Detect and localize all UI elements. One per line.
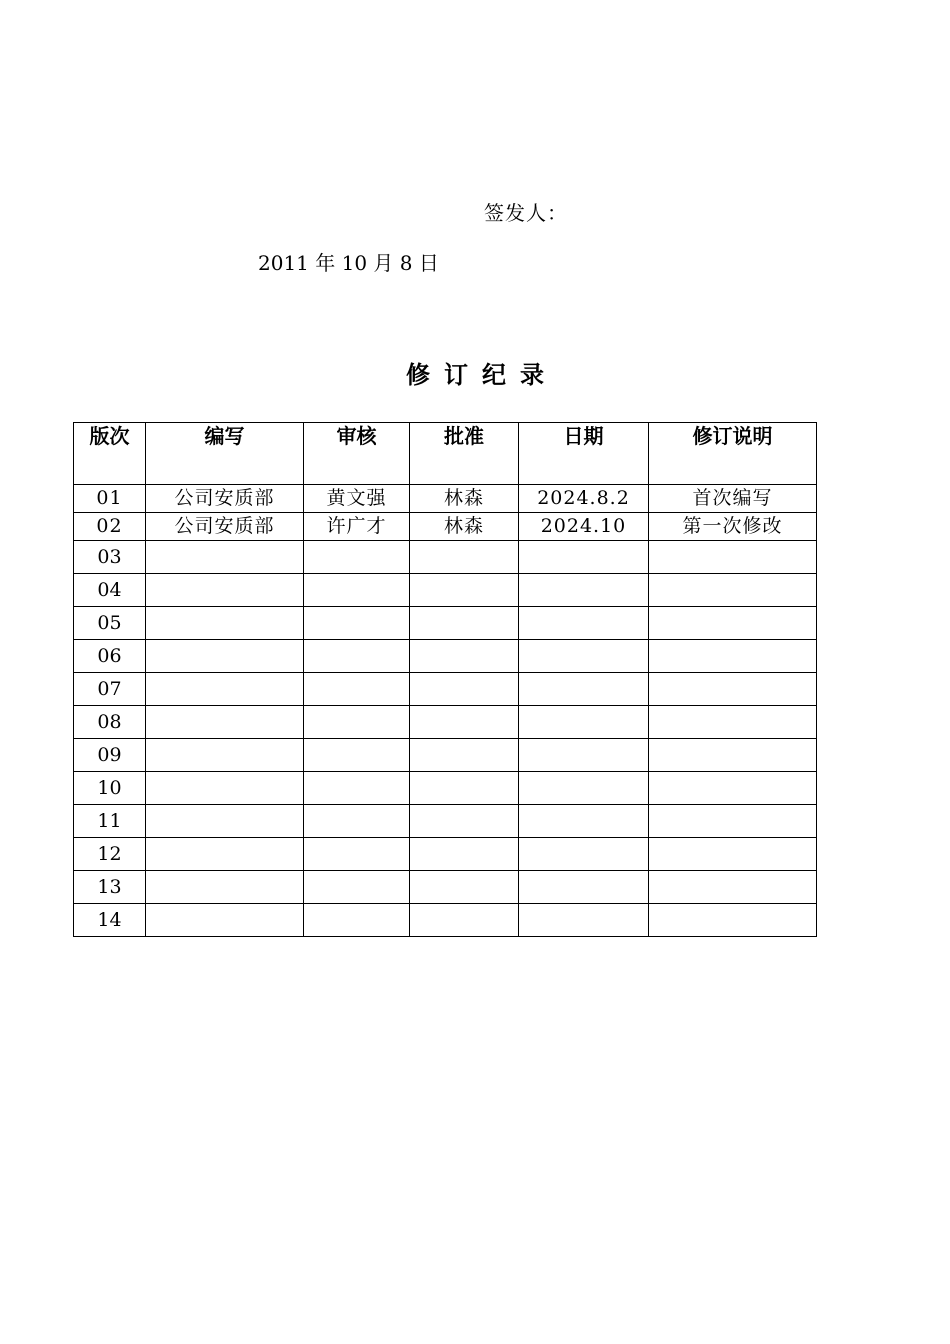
author-cell [146, 541, 304, 574]
reviewer-cell [304, 574, 410, 607]
author-cell [146, 673, 304, 706]
date-cell [519, 673, 649, 706]
author-cell [146, 838, 304, 871]
table-row [74, 513, 817, 541]
table-row [74, 640, 817, 673]
approver-cell [410, 640, 519, 673]
reviewer-cell [304, 739, 410, 772]
version-cell: 04 [74, 574, 146, 607]
description-cell [649, 904, 817, 937]
author-cell [146, 772, 304, 805]
version-cell: 06 [74, 640, 146, 673]
signer-label: 签发人： [484, 201, 568, 225]
approver-cell [410, 871, 519, 904]
description-cell [649, 541, 817, 574]
author-cell [146, 739, 304, 772]
approver-cell [410, 838, 519, 871]
column-header-reviewer: 审核 [304, 423, 410, 485]
date-cell: 2024.10 [519, 513, 649, 541]
table-row [74, 805, 817, 838]
table-header-row [74, 423, 817, 485]
date-cell: 2024.8.2 [519, 485, 649, 513]
description-cell [649, 805, 817, 838]
column-header-approver: 批准 [410, 423, 519, 485]
description-cell: 第一次修改 [649, 513, 817, 541]
description-cell: 首次编写 [649, 485, 817, 513]
author-cell [146, 574, 304, 607]
date-cell [519, 904, 649, 937]
date-cell [519, 541, 649, 574]
column-header-version: 版次 [74, 423, 146, 485]
date-cell [519, 706, 649, 739]
description-cell [649, 871, 817, 904]
revision-table [73, 422, 817, 937]
description-cell [649, 607, 817, 640]
approver-cell [410, 607, 519, 640]
description-cell [649, 772, 817, 805]
table-row [74, 772, 817, 805]
version-cell: 02 [74, 513, 146, 541]
description-cell [649, 706, 817, 739]
reviewer-cell [304, 805, 410, 838]
author-cell: 公司安质部 [146, 513, 304, 541]
approver-cell [410, 574, 519, 607]
revision-table-body [74, 485, 817, 937]
version-cell: 11 [74, 805, 146, 838]
reviewer-cell: 许广才 [304, 513, 410, 541]
reviewer-cell: 黄文强 [304, 485, 410, 513]
table-row [74, 838, 817, 871]
column-header-description: 修订说明 [649, 423, 817, 485]
reviewer-cell [304, 541, 410, 574]
table-row [74, 607, 817, 640]
version-cell: 13 [74, 871, 146, 904]
approver-cell [410, 706, 519, 739]
approver-cell: 林森 [410, 513, 519, 541]
description-cell [649, 574, 817, 607]
author-cell [146, 640, 304, 673]
description-cell [649, 640, 817, 673]
date-cell [519, 871, 649, 904]
date-cell [519, 805, 649, 838]
version-cell: 14 [74, 904, 146, 937]
description-cell [649, 838, 817, 871]
approver-cell [410, 673, 519, 706]
description-cell [649, 673, 817, 706]
author-cell [146, 904, 304, 937]
table-row [74, 871, 817, 904]
column-header-date: 日期 [519, 423, 649, 485]
reviewer-cell [304, 673, 410, 706]
reviewer-cell [304, 772, 410, 805]
version-cell: 09 [74, 739, 146, 772]
column-header-author: 编写 [146, 423, 304, 485]
approver-cell [410, 541, 519, 574]
approver-cell [410, 739, 519, 772]
reviewer-cell [304, 838, 410, 871]
version-cell: 10 [74, 772, 146, 805]
version-cell: 01 [74, 485, 146, 513]
table-row [74, 541, 817, 574]
reviewer-cell [304, 607, 410, 640]
table-row [74, 485, 817, 513]
date-cell [519, 772, 649, 805]
author-cell [146, 607, 304, 640]
reviewer-cell [304, 871, 410, 904]
date-cell [519, 640, 649, 673]
reviewer-cell [304, 904, 410, 937]
date-cell [519, 838, 649, 871]
version-cell: 07 [74, 673, 146, 706]
table-row [74, 673, 817, 706]
issue-date: 2011 年 10 月 8 日 [258, 251, 439, 275]
version-cell: 05 [74, 607, 146, 640]
date-cell [519, 607, 649, 640]
page-title: 修订纪录 [406, 360, 558, 389]
author-cell [146, 871, 304, 904]
author-cell [146, 706, 304, 739]
approver-cell [410, 772, 519, 805]
date-cell [519, 574, 649, 607]
table-row [74, 706, 817, 739]
table-row [74, 739, 817, 772]
table-row [74, 574, 817, 607]
table-row [74, 904, 817, 937]
reviewer-cell [304, 640, 410, 673]
date-cell [519, 739, 649, 772]
author-cell: 公司安质部 [146, 485, 304, 513]
version-cell: 12 [74, 838, 146, 871]
author-cell [146, 805, 304, 838]
reviewer-cell [304, 706, 410, 739]
approver-cell [410, 805, 519, 838]
version-cell: 03 [74, 541, 146, 574]
version-cell: 08 [74, 706, 146, 739]
approver-cell [410, 904, 519, 937]
approver-cell: 林森 [410, 485, 519, 513]
description-cell [649, 739, 817, 772]
